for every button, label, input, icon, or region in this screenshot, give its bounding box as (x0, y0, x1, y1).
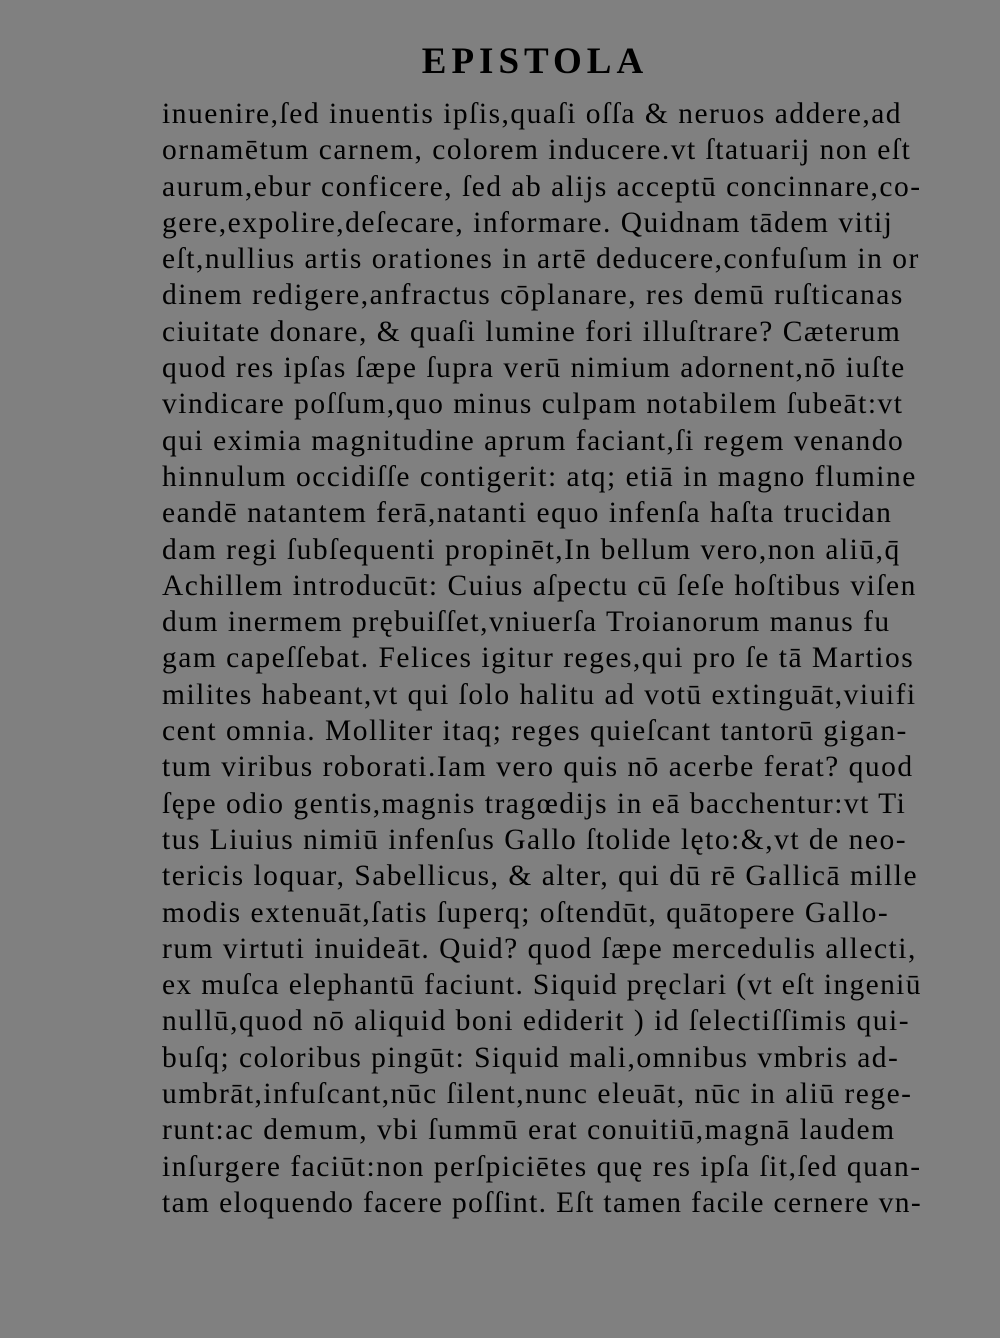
text-line: eſt,nullius artis orationes in artē deducere,confuſum in or (162, 243, 920, 276)
text-line: quod res ipſas ſæpe ſupra verū nimium adornent,nō iuſte (162, 352, 906, 385)
text-line: rum virtuti inuideāt. Quid? quod ſæpe mercedulis allecti, (162, 932, 917, 965)
text-line: qui eximia magnitudine aprum faciant,ſi regem venando (162, 424, 905, 457)
text-line: ornamētum carnem, colorem inducere.vt ſtatuarij non eſt (162, 134, 912, 167)
text-line: ſępe odio gentis,magnis tragœdijs in eā bacchentur:vt Ti (162, 787, 907, 820)
text-line: modis extenuāt,ſatis ſuperq; oſtendūt, quātopere Gallo- (162, 896, 890, 929)
text-line: aurum,ebur conficere, ſed ab alijs acceptū concinnare,co- (162, 170, 922, 203)
page-header-title: EPISTOLA (421, 41, 649, 82)
text-line: dinem redigere,anfractus cōplanare, res demū ruſticanas (162, 279, 904, 312)
text-line: umbrāt,infuſcant,nūc ſilent,nunc eleuāt, nūc in aliū rege- (162, 1078, 913, 1111)
text-line: tericis loquar, Sabellicus, & alter, qui dū rē Gallicā mille (162, 860, 919, 893)
text-line: tum viribus roborati.Iam vero quis nō acerbe ferat? quod (162, 751, 914, 784)
text-line: vindicare poſſum,quo minus culpam notabilem ſubeāt:vt (162, 388, 904, 421)
text-line: gere,expolire,deſecare, informare. Quidnam tādem vitij (162, 206, 894, 239)
text-line: hinnulum occidiſſe contigerit: atq; etiā in magno flumine (162, 460, 917, 493)
text-line: buſq; coloribus pingūt: Siquid mali,omnibus vmbris ad- (162, 1041, 900, 1074)
text-line: Achillem introducūt: Cuius aſpectu cū ſeſe hoſtibus viſen (162, 569, 917, 602)
text-line: runt:ac demum, vbi ſummū erat conuitiū,magnā laudem (162, 1114, 896, 1147)
text-line: eandē natantem ferā,natanti equo infenſa haſta trucidan (162, 497, 893, 530)
text-line: tam eloquendo facere poſſint. Eſt tamen facile cernere vn- (162, 1186, 922, 1219)
text-line: milites habeant,vt qui ſolo halitu ad votū extinguāt,viuifi (162, 678, 917, 711)
text-line: ex muſca elephantū faciunt. Siquid pręclari (vt eſt ingeniū (162, 969, 922, 1002)
text-line: gam capeſſebat. Felices igitur reges,qui pro ſe tā Martios (162, 642, 915, 675)
text-line: inuenire,ſed inuentis ipſis,quaſi oſſa & neruos addere,ad (162, 98, 903, 130)
text-line: nullū,quod nō aliquid boni ediderit ) id ſelectiſſimis qui- (162, 1005, 911, 1038)
text-line: ciuitate donare, & quaſi lumine fori illuſtrare? Cæterum (162, 315, 902, 348)
text-line: dam regi ſubſequenti propinēt,In bellum vero,non aliū,q̄ (162, 533, 901, 566)
text-line: dum inermem prębuiſſet,vniuerſa Troianorum manus fu (162, 606, 891, 639)
text-line: tus Liuius nimiū infenſus Gallo ſtolide lęto:&,vt de neo- (162, 823, 908, 856)
text-line: inſurgere faciūt:non perſpiciētes quę res ipſa ſit,ſed quan- (162, 1150, 922, 1183)
body-text (162, 96, 922, 1221)
text-line: cent omnia. Molliter itaq; reges quieſcant tantorū gigan- (162, 715, 908, 748)
